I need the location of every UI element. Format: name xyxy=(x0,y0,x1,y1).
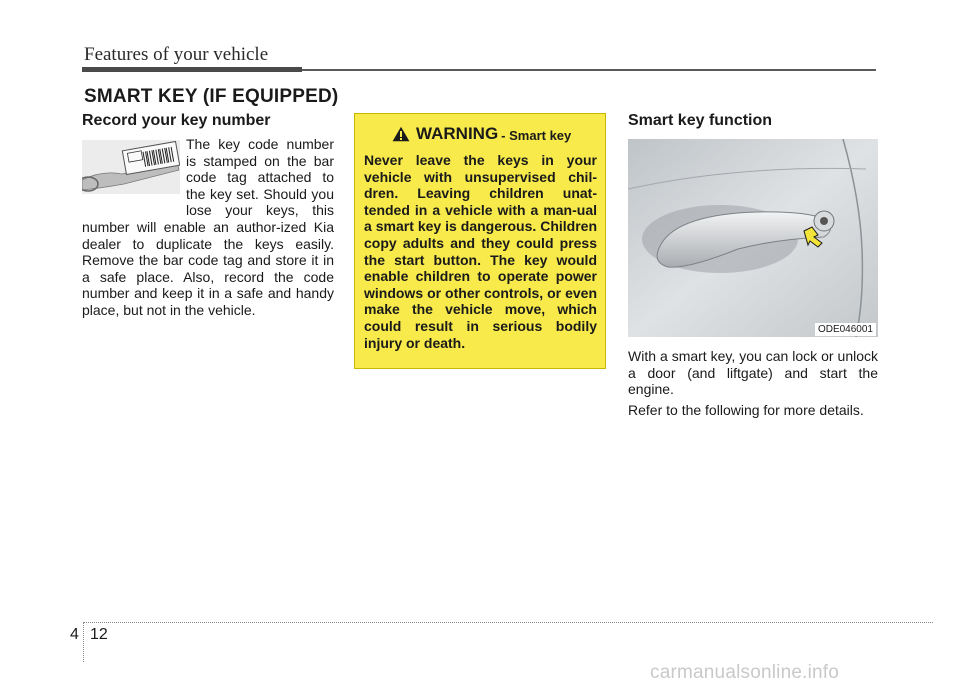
warning-header xyxy=(364,122,597,146)
warning-label: WARNING xyxy=(416,124,499,143)
watermark: carmanualsonline.info xyxy=(650,662,840,683)
header-rule-thick xyxy=(82,67,302,72)
warning-box xyxy=(354,113,606,369)
smart-key-function-title: Smart key function xyxy=(628,112,773,129)
page-number: 12 xyxy=(90,626,108,643)
photo-caption: ODE046001 xyxy=(815,323,876,336)
header-title: Features of your vehicle xyxy=(84,44,269,65)
warning-triangle-icon xyxy=(392,126,410,142)
record-key-text: The key code number is stamped on the bar code tag attached to the key set. Should you lose your keys, this number will enable an author-ized Kia dealer to duplicate the keys easily. Remove the bar code tag and store it in a safe place. Also, record the code number and keep it in a safe and handy place, but not in the vehicle. xyxy=(82,136,334,318)
door-handle-illustration xyxy=(628,139,878,337)
smart-key-text-1: With a smart key, you can lock or unlock a door (and liftgate) and start the engine. xyxy=(628,348,878,398)
warning-subtitle: - Smart key xyxy=(501,128,572,143)
door-handle-photo xyxy=(628,139,878,337)
smart-key-text-2: Refer to the following for more details. xyxy=(628,402,864,418)
section-title: SMART KEY (IF EQUIPPED) xyxy=(84,86,339,107)
warning-body: Never leave the keys in your vehicle with unsupervised chil-dren. Leaving children unat-tended in a vehicle with a man-ual a smart key is dangerous. Children copy adults and they could press the start button. The key would enable children to operate power windows or other controls, or even make the vehicle move, which could result in serious bodily injury or death. xyxy=(364,152,597,351)
header-rule-thin xyxy=(302,69,876,71)
record-key-title: Record your key number xyxy=(82,112,271,129)
chapter-number: 4 xyxy=(70,626,79,643)
record-key-text-block xyxy=(82,136,334,319)
footer-dotted-rule xyxy=(83,622,933,623)
footer-separator xyxy=(83,622,84,662)
